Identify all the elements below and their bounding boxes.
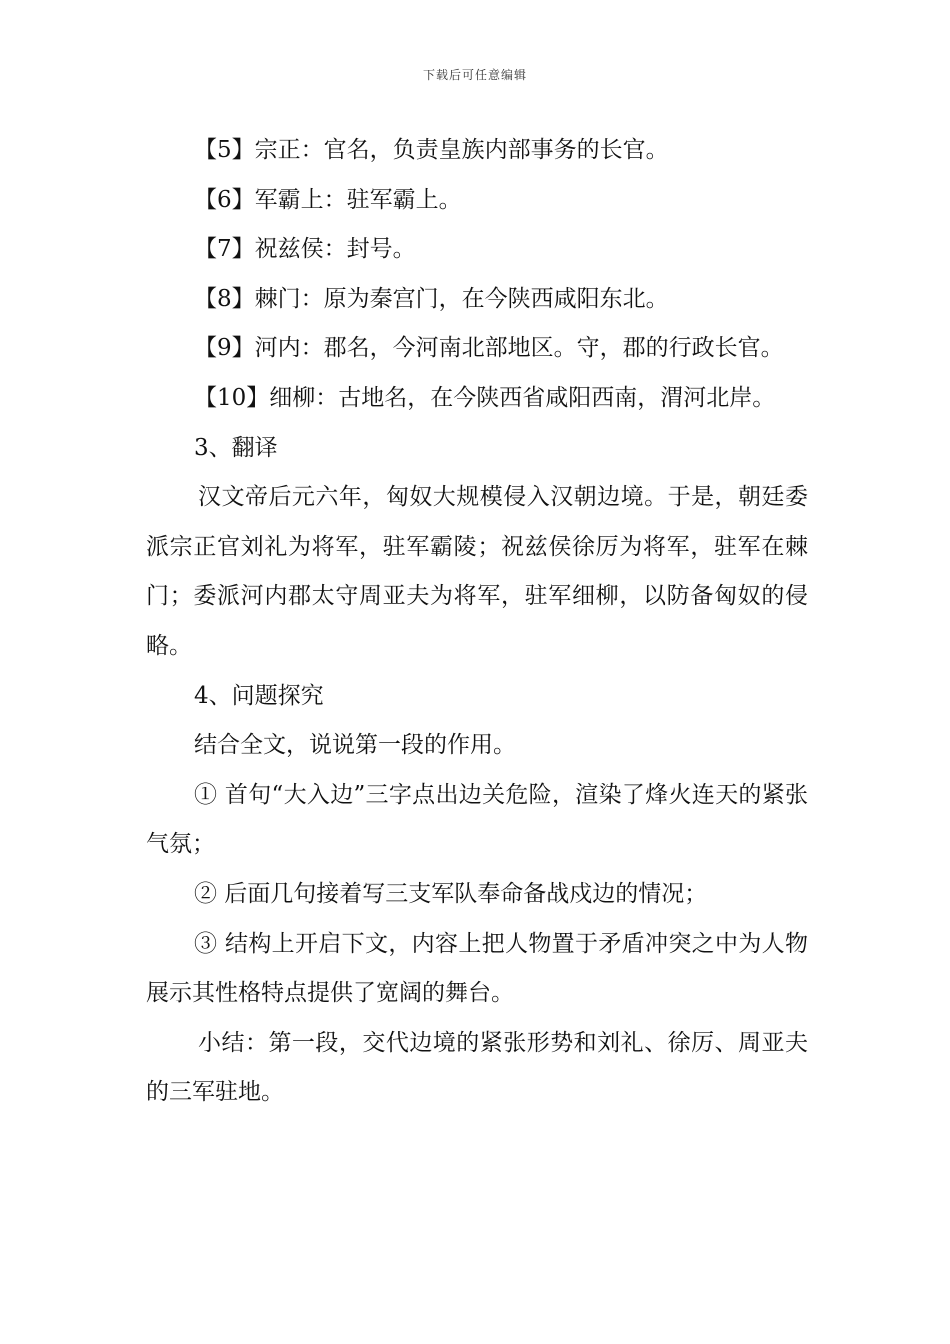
note-7: 【7】祝兹侯：封号。 [194, 236, 416, 263]
section-heading-inquiry: 4、问题探究 [194, 682, 324, 709]
inquiry-question: 结合全文，说说第一段的作用。 [194, 732, 516, 759]
translation-paragraph: 汉文帝后元六年，匈奴大规模侵入汉朝边境。于是，朝廷委派宗正官刘礼为将军，驻军霸陵；祝兹侯徐厉为将军，驻军在棘门；委派河内郡太守周亚夫为将军，驻军细柳，以防备匈奴的侵略。 [146, 484, 808, 659]
note-6: 【6】军霸上：驻军霸上。 [194, 186, 462, 213]
answer-point-1: ① 首句“大入边”三字点出边关危险，渲染了烽火连天的紧张气氛； [146, 781, 808, 858]
note-8: 【8】棘门：原为秦宫门，在今陕西咸阳东北。 [194, 285, 669, 312]
section-heading-translation: 3、翻译 [194, 434, 278, 461]
page-header: 下载后可任意编辑 [422, 68, 527, 82]
note-10: 【10】细柳：古地名，在今陕西省咸阳西南，渭河北岸。 [194, 384, 776, 411]
answer-point-2: ② 后面几句接着写三支军队奉命备战戍边的情况； [194, 880, 708, 907]
answer-point-3: ③ 结构上开启下文，内容上把人物置于矛盾冲突之中为人物展示其性格特点提供了宽阔的舞台。 [146, 930, 808, 1007]
summary-paragraph: 小结：第一段，交代边境的紧张形势和刘礼、徐厉、周亚夫的三军驻地。 [146, 1029, 808, 1106]
note-9: 【9】河内：郡名，今河南北部地区。守，郡的行政长官。 [194, 335, 784, 362]
document-body [146, 126, 808, 1118]
note-5: 【5】宗正：官名，负责皇族内部事务的长官。 [194, 137, 669, 163]
